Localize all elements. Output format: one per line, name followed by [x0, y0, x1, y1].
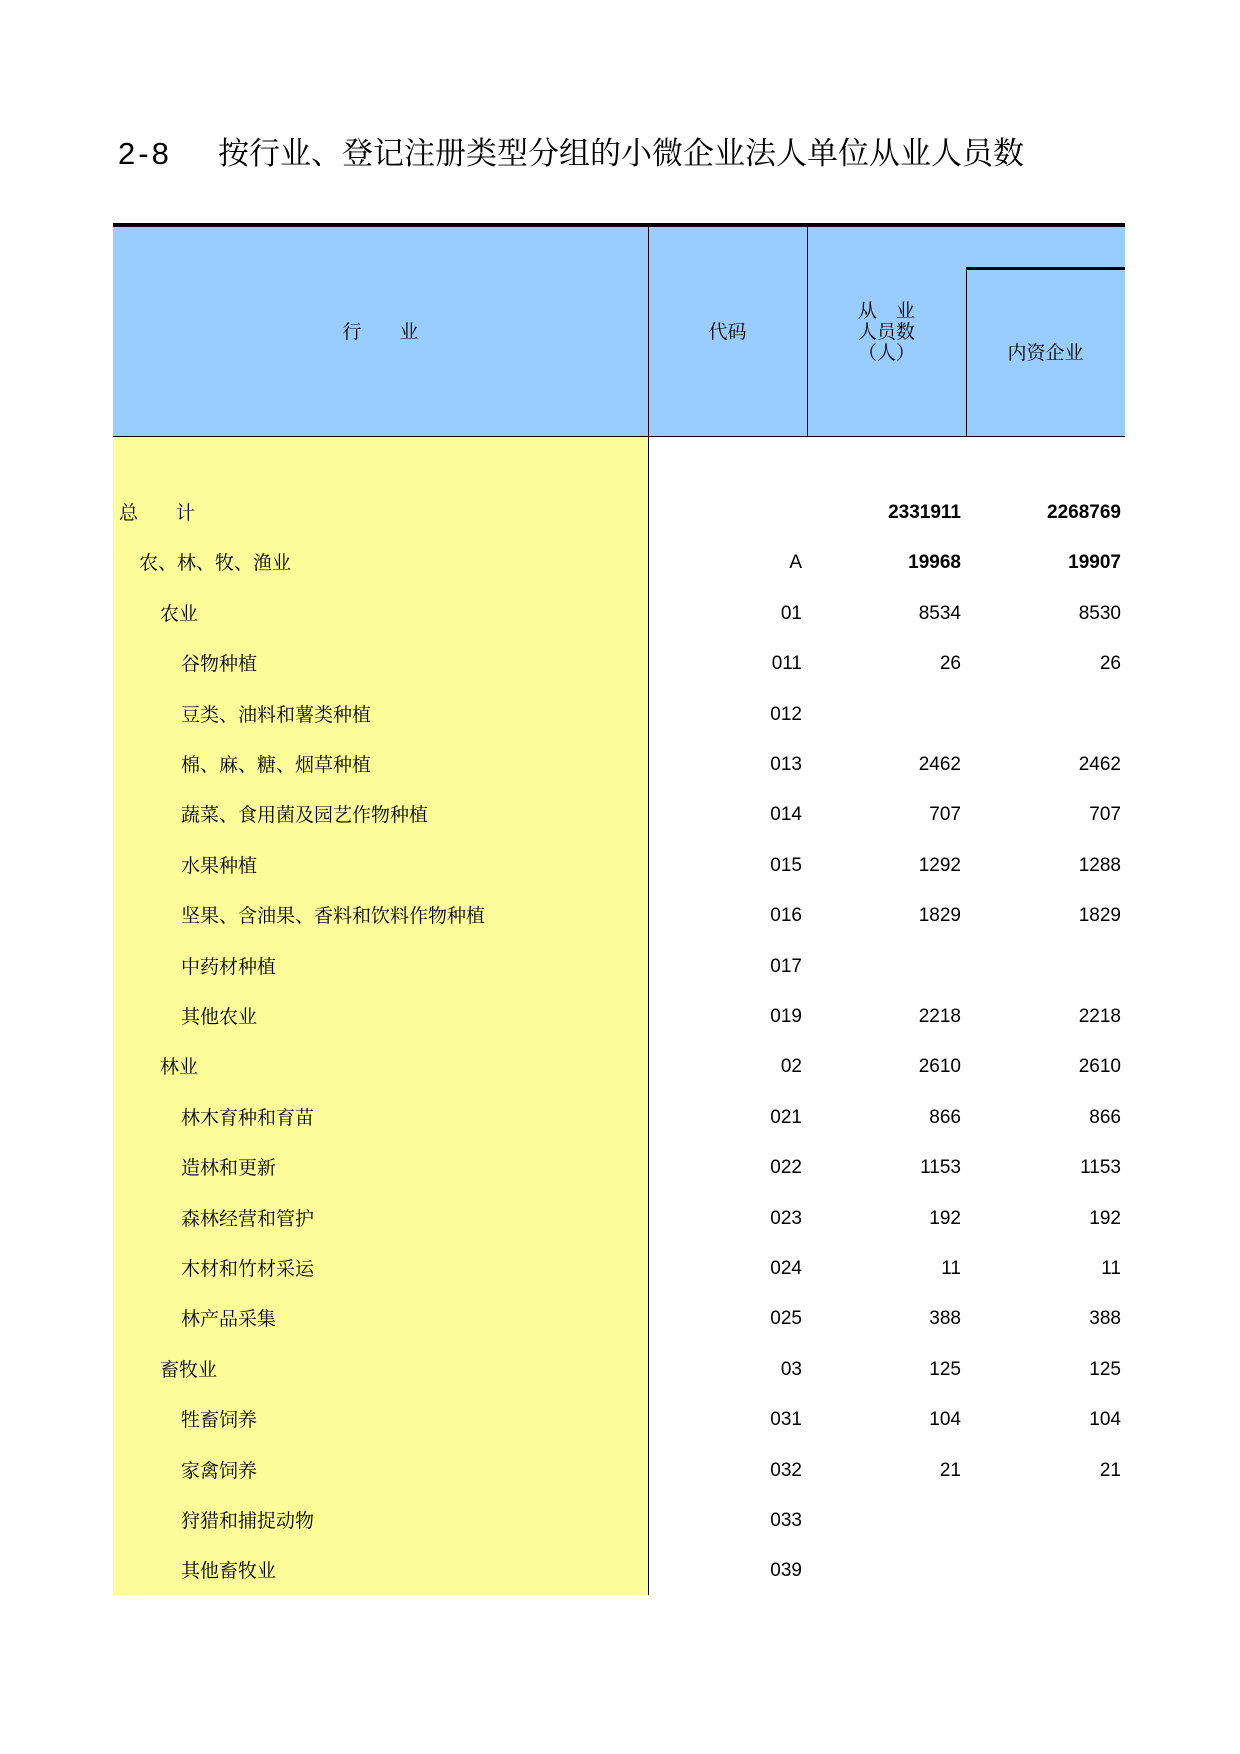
industry-name: 木材和竹材采运 — [181, 1258, 315, 1280]
industry-code: 03 — [780, 1358, 802, 1380]
table-number: 2-8 — [118, 136, 172, 171]
employees-total: 125 — [929, 1358, 961, 1380]
employees-total: 11 — [941, 1258, 961, 1279]
table-row — [113, 1093, 1125, 1143]
employees-domestic: 26 — [1099, 653, 1121, 675]
employees-domestic: 104 — [1089, 1409, 1121, 1431]
industry-code: 039 — [770, 1560, 802, 1582]
header-employees-line1: 从 业 — [857, 299, 915, 322]
industry-code: 012 — [770, 703, 802, 725]
employees-domestic: 1288 — [1078, 854, 1121, 876]
employees-domestic: 19907 — [1068, 552, 1121, 574]
industry-code: 032 — [770, 1459, 802, 1481]
employees-total: 19968 — [908, 552, 961, 574]
employees-domestic: 2268769 — [1047, 502, 1121, 523]
employees-domestic: 21 — [1099, 1459, 1121, 1481]
table-row — [113, 1294, 1125, 1344]
industry-name: 其他农业 — [181, 1006, 258, 1028]
industry-name: 谷物种植 — [181, 653, 258, 676]
industry-code: 024 — [770, 1258, 802, 1279]
industry-code: 019 — [770, 1006, 802, 1027]
industry-code: 02 — [780, 1056, 802, 1078]
table-row — [113, 1496, 1125, 1546]
industry-name: 家禽饲养 — [181, 1459, 258, 1482]
table-row — [113, 1042, 1125, 1092]
employees-domestic: 11 — [1101, 1258, 1121, 1279]
employees-total: 2462 — [918, 754, 961, 775]
table-row — [113, 690, 1125, 740]
industry-code: A — [789, 552, 802, 574]
employees-domestic: 1829 — [1078, 905, 1121, 927]
employees-total: 1292 — [918, 854, 961, 876]
divider — [648, 227, 649, 437]
industry-name: 农、林、牧、渔业 — [139, 552, 292, 575]
industry-name: 其他畜牧业 — [181, 1560, 277, 1583]
industry-name: 林木育种和育苗 — [181, 1106, 315, 1129]
industry-name: 林业 — [160, 1056, 199, 1079]
industry-code: 023 — [770, 1207, 802, 1229]
employees-domestic: 388 — [1089, 1308, 1121, 1330]
header-employees-line2: 人员数 — [857, 320, 915, 343]
industry-name: 狩猎和捕捉动物 — [181, 1510, 315, 1532]
industry-code: 013 — [770, 754, 802, 775]
industry-name: 坚果、含油果、香料和饮料作物种植 — [181, 905, 486, 928]
industry-code: 01 — [780, 602, 802, 624]
industry-name: 豆类、油料和薯类种植 — [181, 703, 372, 726]
header-employees — [807, 227, 966, 437]
industry-code: 014 — [770, 804, 802, 826]
table-row — [113, 992, 1125, 1042]
employees-total: 2610 — [918, 1056, 961, 1078]
table-row — [113, 891, 1125, 941]
table-row — [113, 488, 1125, 538]
table-row — [113, 1194, 1125, 1244]
employees-domestic: 8530 — [1078, 602, 1121, 624]
table-row — [113, 1143, 1125, 1193]
industry-name: 中药材种植 — [181, 955, 277, 978]
divider — [966, 267, 967, 437]
page-title — [118, 128, 1024, 173]
table-row — [113, 639, 1125, 689]
industry-code: 017 — [770, 955, 802, 977]
table-row — [113, 790, 1125, 840]
industry-name: 棉、麻、糖、烟草种植 — [181, 754, 372, 776]
table-row — [113, 1446, 1125, 1496]
table-row — [113, 538, 1125, 588]
employees-total: 866 — [929, 1106, 961, 1128]
employees-total: 192 — [929, 1207, 961, 1229]
industry-code: 015 — [770, 854, 802, 876]
table-row — [113, 1395, 1125, 1445]
table-row — [113, 1244, 1125, 1294]
employees-domestic: 866 — [1089, 1106, 1121, 1128]
table-row — [113, 841, 1125, 891]
employees-total: 1829 — [918, 905, 961, 927]
employees-total: 104 — [929, 1409, 961, 1431]
employees-domestic: 125 — [1089, 1358, 1121, 1380]
industry-name: 林产品采集 — [181, 1308, 277, 1331]
industry-code: 031 — [770, 1409, 802, 1431]
table-row — [113, 740, 1125, 790]
industry-name: 造林和更新 — [181, 1157, 277, 1180]
industry-code: 016 — [770, 905, 802, 927]
employees-total: 388 — [929, 1308, 961, 1330]
industry-name: 森林经营和管护 — [181, 1207, 315, 1230]
industry-name: 蔬菜、食用菌及园艺作物种植 — [181, 804, 429, 827]
industry-code: 025 — [770, 1308, 802, 1330]
header-code: 代码 — [708, 320, 747, 343]
employees-total: 21 — [939, 1459, 961, 1481]
industry-code: 011 — [771, 653, 802, 675]
employees-domestic: 192 — [1089, 1207, 1121, 1229]
industry-name: 畜牧业 — [160, 1358, 218, 1381]
header-industry: 行 业 — [342, 320, 419, 343]
industry-name: 牲畜饲养 — [181, 1409, 258, 1432]
employees-total: 8534 — [918, 602, 961, 624]
table-row — [113, 942, 1125, 992]
industry-name: 水果种植 — [181, 854, 258, 877]
employees-domestic: 2610 — [1078, 1056, 1121, 1078]
table-row — [113, 1345, 1125, 1395]
industry-name: 总 计 — [119, 502, 196, 524]
industry-code: 022 — [770, 1157, 802, 1179]
employees-domestic: 1153 — [1080, 1157, 1121, 1179]
industry-code: 021 — [770, 1106, 802, 1128]
table-row — [113, 1546, 1125, 1596]
employees-total: 2218 — [918, 1006, 961, 1027]
industry-code: 033 — [770, 1510, 802, 1531]
employees-total: 26 — [939, 653, 961, 675]
employees-total: 707 — [929, 804, 961, 826]
header-employees-line3: （人） — [857, 341, 915, 364]
employees-domestic: 707 — [1089, 804, 1121, 826]
employees-domestic: 2218 — [1078, 1006, 1121, 1027]
employees-domestic: 2462 — [1078, 754, 1121, 775]
table-row — [113, 589, 1125, 639]
divider — [807, 227, 808, 437]
header-domestic: 内资企业 — [1007, 342, 1084, 364]
employees-total: 2331911 — [888, 502, 961, 523]
employees-total: 1153 — [920, 1157, 961, 1179]
table-title: 按行业、登记注册类型分组的小微企业法人单位从业人员数 — [218, 136, 1024, 172]
industry-name: 农业 — [160, 602, 199, 625]
